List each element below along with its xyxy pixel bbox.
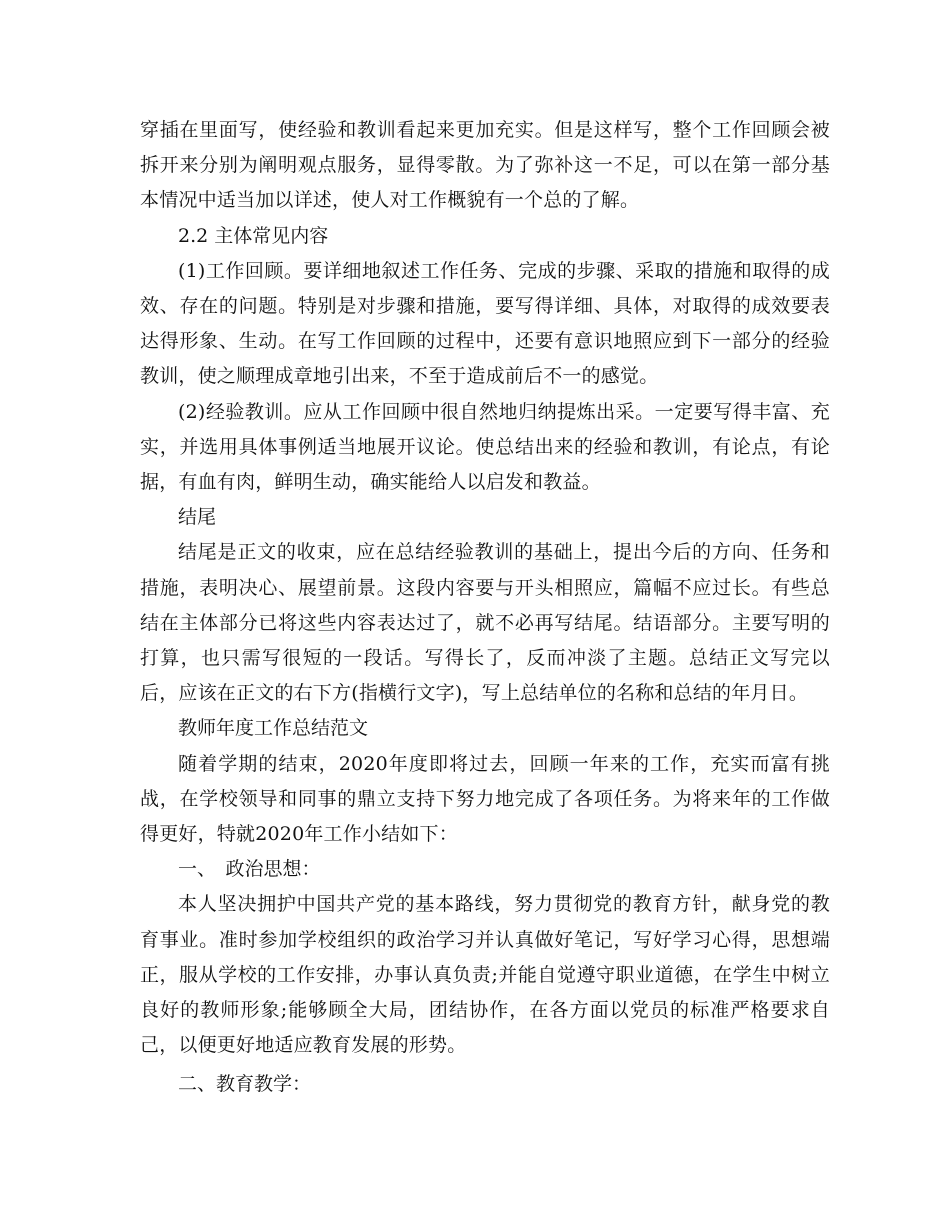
paragraph-continuation: 穿插在里面写，使经验和教训看起来更加充实。但是这样写，整个工作回顾会被拆开来分别为阐明观点服务，显得零散。为了弥补这一不足，可以在第一部分基本情况中适当加以详述，使人对工作概貌有一个总的了解。 bbox=[140, 119, 830, 212]
section-heading-teaching: 二、教育教学： bbox=[178, 1073, 312, 1096]
section-heading-main-content: 2.2 主体常见内容 bbox=[178, 224, 329, 247]
paragraph-politics: 本人坚决拥护中国共产党的基本路线，努力贯彻党的教育方针，献身党的教育事业。准时参加学校组织的政治学习并认真做好笔记，写好学习心得，思想端正，服从学校的工作安排，办事认真负责;并能自觉遵守职业道德，在学生中树立良好的教师形象;能够顾全大局，团结协作，在各方面以党员的标准严格要求自己，以便更好地适应教育发展的形势。 bbox=[140, 893, 830, 1057]
section-heading-ending: 结尾 bbox=[178, 506, 217, 529]
paragraph-experience-lessons: (2)经验教训。应从工作回顾中很自然地归纳提炼出采。一定要写得丰富、充实，并选用具体事例适当地展开议论。使总结出来的经验和教训，有论点，有论据，有血有肉，鲜明生动，确实能给人以启发和教益。 bbox=[140, 400, 830, 494]
section-heading-sample: 教师年度工作总结范文 bbox=[178, 717, 369, 740]
paragraph-work-review: (1)工作回顾。要详细地叙述工作任务、完成的步骤、采取的措施和取得的成效、存在的问题。特别是对步骤和措施，要写得详细、具体，对取得的成效要表达得形象、生动。在写工作回顾的过程中，还要有意识地照应到下一部分的经验教训，使之顺理成章地引出来，不至于造成前后不一的感觉。 bbox=[140, 259, 830, 388]
section-heading-politics: 一、 政治思想： bbox=[178, 858, 321, 881]
paragraph-ending: 结尾是正文的收束，应在总结经验教训的基础上，提出今后的方向、任务和措施，表明决心、展望前景。这段内容要与开头相照应，篇幅不应过长。有些总结在主体部分已将这些内容表达过了，就不必再写结尾。结语部分。主要写明的打算，也只需写很短的一段话。写得长了，反而冲淡了主题。总结正文写完以后，应该在正文的右下方(指横行文字)，写上总结单位的名称和总结的年月日。 bbox=[140, 541, 830, 705]
document-body bbox=[140, 113, 830, 1103]
paragraph-intro: 随着学期的结束，2020年度即将过去，回顾一年来的工作，充实而富有挑战，在学校领导和同事的鼎立支持下努力地完成了各项任务。为将来年的工作做得更好，特就2020年工作小结如下： bbox=[140, 752, 830, 846]
